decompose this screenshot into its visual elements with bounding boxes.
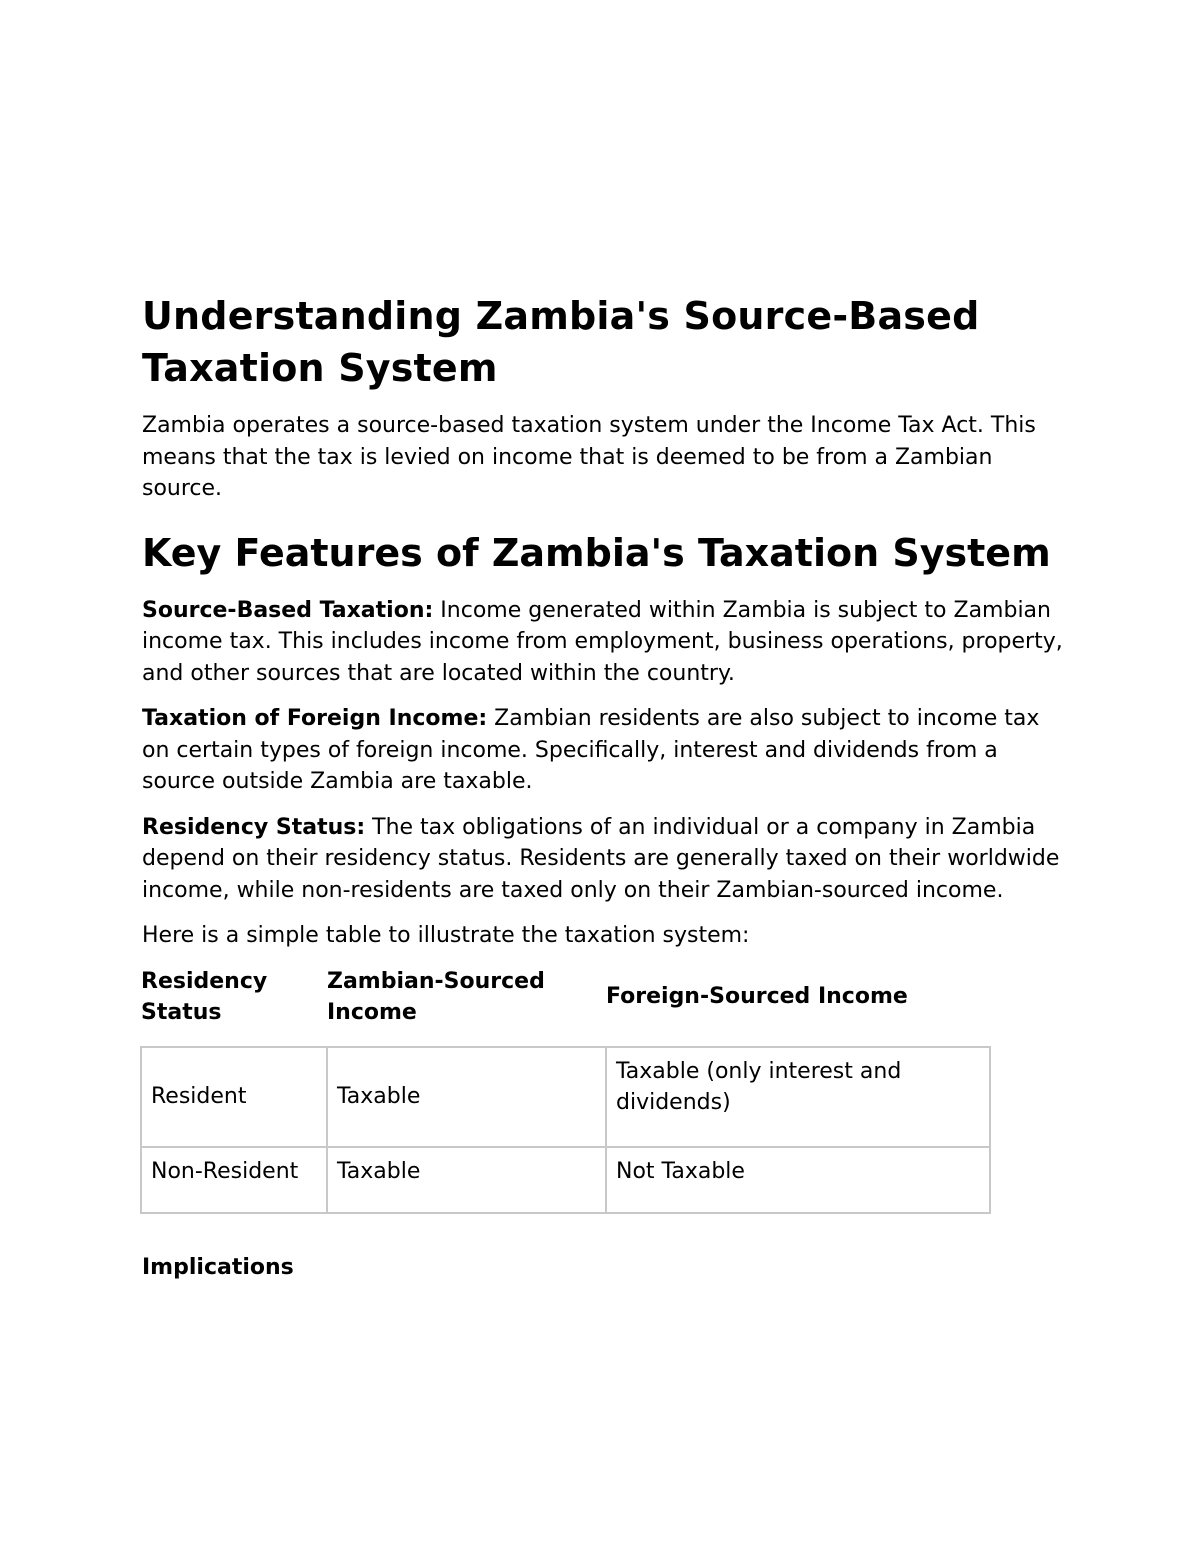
table-header-cell: Zambian-Sourced Income <box>327 968 545 1025</box>
intro-paragraph: Zambia operates a source-based taxation system under the Income Tax Act. This means that the tax is levied on income that is deemed to be from a Zambian source. <box>142 413 1036 501</box>
feature-label: Source-Based Taxation: <box>142 597 434 623</box>
table-intro: Here is a simple table to illustrate the taxation system: <box>142 923 750 948</box>
implications-heading: Implications <box>142 1254 294 1280</box>
table-cell: Taxable <box>327 1047 606 1147</box>
table-row <box>141 1047 990 1147</box>
table-cell: Resident <box>141 1047 327 1147</box>
table-cell: Non-Resident <box>141 1147 327 1213</box>
feature-paragraph-foreign-income <box>142 703 1072 798</box>
table-cell: Taxable <box>327 1147 606 1213</box>
table-row <box>141 1147 990 1213</box>
feature-paragraph-residency-status <box>142 812 1072 907</box>
feature-label: Taxation of Foreign Income: <box>142 706 488 731</box>
feature-text: Income generated within Zambia is subject to Zambian income tax. This includes income from employment, business operations, property, and other sources that are located within the country. <box>142 597 1063 686</box>
table-header-cell: Residency Status <box>141 968 268 1025</box>
feature-label: Residency Status: <box>142 814 366 840</box>
feature-text: Zambian residents are also subject to income tax on certain types of foreign income. Specifically, interest and dividends from a source outside Zambia are taxable. <box>142 706 1040 794</box>
feature-paragraph-source-based <box>142 595 1072 690</box>
table-header-row <box>141 966 990 1047</box>
document-page <box>142 290 1072 1283</box>
table-cell: Not Taxable <box>606 1147 990 1213</box>
page-title: Understanding Zambia's Source-Based Taxation System <box>142 294 980 390</box>
feature-text: The tax obligations of an individual or a company in Zambia depend on their residency status. Residents are generally taxed on their worldwide income, while non-residents are taxed only on their Zambian-sourced income. <box>142 814 1060 903</box>
taxation-table <box>140 966 991 1214</box>
key-features-heading: Key Features of Zambia's Taxation System <box>142 530 1051 575</box>
table-cell: Taxable (only interest and dividends) <box>606 1047 990 1147</box>
table-header-cell: Foreign-Sourced Income <box>606 984 908 1009</box>
